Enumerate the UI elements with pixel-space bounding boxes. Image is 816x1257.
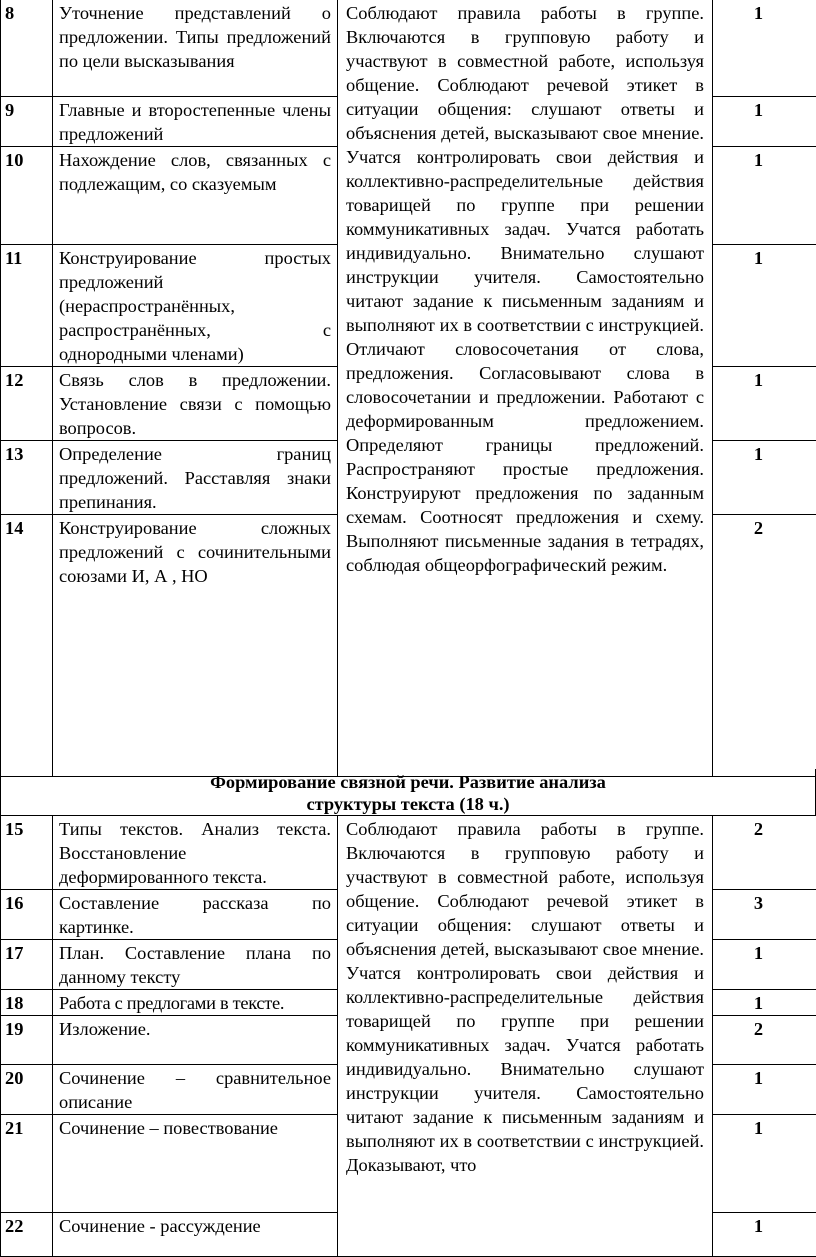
lesson-number: 11	[1, 245, 53, 367]
lesson-topic: Уточнение представлений о предложении. Типы предложений по цели высказывания	[53, 0, 338, 97]
lesson-hours: 1	[713, 441, 816, 515]
lesson-number: 13	[1, 441, 53, 515]
lesson-topic: Типы текстов. Анализ текста. Восстановление деформированного текста.	[53, 816, 338, 890]
lesson-topic: Составление рассказа по картинке.	[53, 890, 338, 940]
lesson-number: 21	[1, 1115, 53, 1213]
section-heading-line2: структуры текста (18 ч.)	[1, 793, 815, 815]
lesson-number: 17	[1, 940, 53, 990]
lesson-topic: Сочинение – повествование	[53, 1115, 338, 1213]
lesson-hours: 1	[713, 940, 816, 990]
lesson-number: 14	[1, 515, 53, 777]
lesson-number: 20	[1, 1065, 53, 1115]
lesson-hours: 1	[713, 245, 816, 367]
lesson-topic: Определение границ предложений. Расставляя знаки препинания.	[53, 441, 338, 515]
lesson-topic: Конструирование простых предложений (нераспространённых, распространённых, с однородными членами)	[53, 245, 338, 367]
lesson-number: 22	[1, 1213, 53, 1257]
activities-cell: Соблюдают правила работы в группе. Включаются в групповую работу и участвуют в совместной работе, используя общение. Соблюдают речевой этикет в ситуации общения: слушают ответы и объяснения детей, высказывают свое мнение. Учатся контролировать свои действия и коллективно-распределительные действия товарищей по группе при решении коммуникативных задач. Учатся работать индивидуально. Внимательно слушают инструкции учителя. Самостоятельно читают задание к письменным заданиям и выполняют их в соответствии с инструкцией. Отличают словосочетания от слова, предложения. Согласовывают слова в словосочетании и предложении. Работают с деформированным предложением. Определяют границы предложений. Распространяют простые предложения. Конструируют предложения по заданным схемам. Соотносят предложения и схему. Выполняют письменные задания в тетрадях, соблюдая общеорфографический режим.	[338, 0, 713, 777]
lesson-number: 10	[1, 147, 53, 245]
lesson-hours: 1	[713, 147, 816, 245]
lesson-number: 19	[1, 1016, 53, 1065]
lesson-hours: 1	[713, 1065, 816, 1115]
lesson-hours: 3	[713, 890, 816, 940]
lesson-hours: 2	[713, 1016, 816, 1065]
lesson-topic: Работа с предлогами в тексте.	[53, 990, 338, 1016]
activities-cell: Соблюдают правила работы в группе. Включаются в групповую работу и участвуют в совместной работе, используя общение. Соблюдают речевой этикет в ситуации общения: слушают ответы и объяснения детей, высказывают свое мнение. Учатся контролировать свои действия и коллективно-распределительные действия товарищей по группе при решении коммуникативных задач. Учатся работать индивидуально. Внимательно слушают инструкции учителя. Самостоятельно читают задание к письменным заданиям и выполняют их в соответствии с инструкцией. Доказывают, что	[338, 816, 713, 1257]
table-row	[1, 816, 816, 890]
lesson-topic: Нахождение слов, связанных с подлежащим, со сказуемым	[53, 147, 338, 245]
section-heading-line1: Формирование связной речи. Развитие анализа	[1, 771, 815, 793]
lesson-hours: 1	[713, 97, 816, 147]
lesson-topic: Конструирование сложных предложений с сочинительными союзами И, А , НО	[53, 515, 338, 777]
lesson-topic: Сочинение - рассуждение	[53, 1213, 338, 1257]
lesson-hours: 1	[713, 990, 816, 1016]
lesson-hours: 1	[713, 1115, 816, 1213]
lesson-topic: Изложение.	[53, 1016, 338, 1065]
lesson-hours: 1	[713, 367, 816, 441]
lesson-number: 16	[1, 890, 53, 940]
lesson-hours: 2	[713, 515, 816, 777]
lesson-topic: Главные и второстепенные члены предложений	[53, 97, 338, 147]
lesson-number: 18	[1, 990, 53, 1016]
lesson-number: 15	[1, 816, 53, 890]
lesson-topic: План. Составление плана по данному тексту	[53, 940, 338, 990]
lesson-hours: 1	[713, 1213, 816, 1257]
lesson-number: 9	[1, 97, 53, 147]
section-heading	[0, 769, 816, 816]
lesson-number: 8	[1, 0, 53, 97]
lesson-number: 12	[1, 367, 53, 441]
lesson-table-2	[0, 815, 816, 1257]
lesson-hours: 1	[713, 0, 816, 97]
lesson-topic: Сочинение – сравнительное описание	[53, 1065, 338, 1115]
lesson-hours: 2	[713, 816, 816, 890]
table-row	[1, 0, 816, 97]
lesson-topic: Связь слов в предложении. Установление связи с помощью вопросов.	[53, 367, 338, 441]
